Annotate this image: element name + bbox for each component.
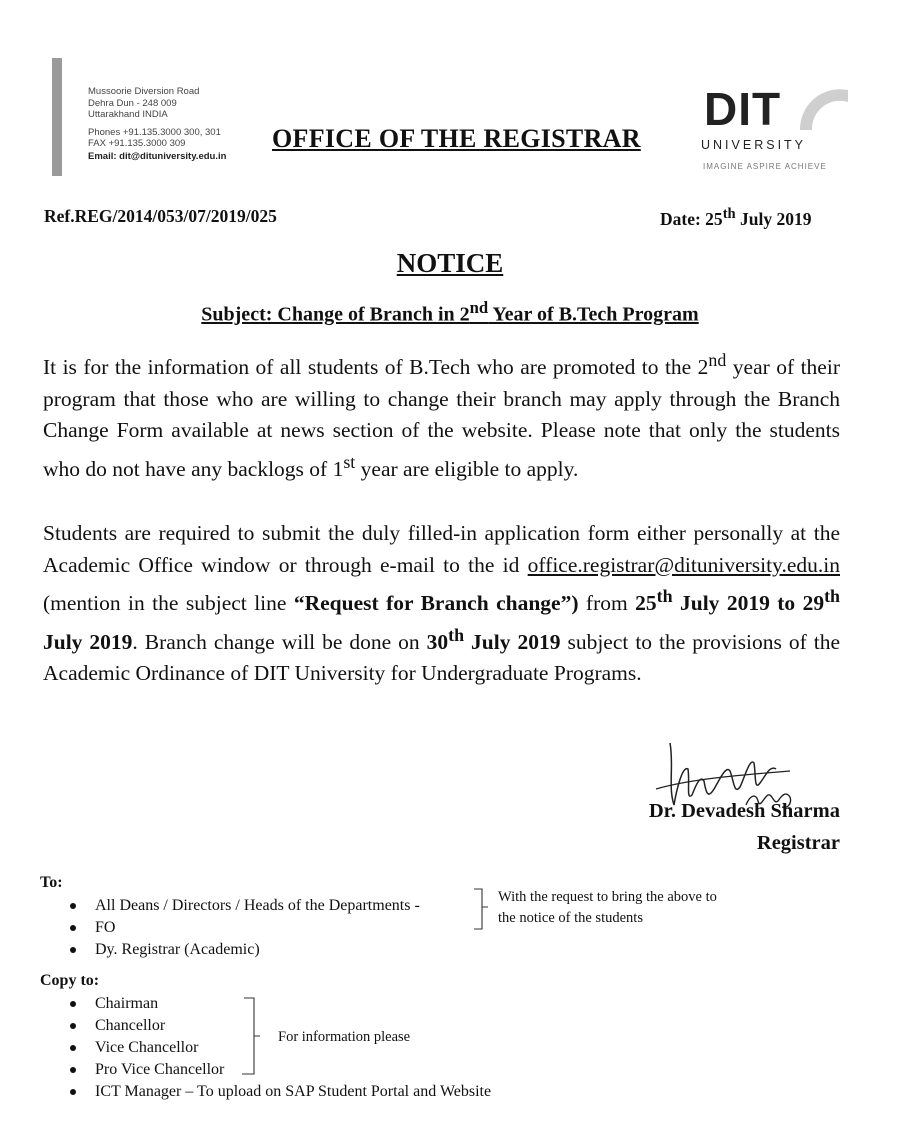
list-item: Pro Vice Chancellor [64, 1059, 491, 1081]
address-line: Dehra Dun - 248 009 [88, 97, 177, 109]
registrar-email-link[interactable]: office.registrar@dituniversity.edu.in [527, 552, 840, 577]
list-item: Chancellor [64, 1015, 491, 1037]
copy-to-bracket [240, 996, 264, 1078]
list-item: Chairman [64, 993, 491, 1015]
logo-name: UNIVERSITY [701, 138, 807, 152]
signatory-name: Dr. Devadesh Sharma [648, 800, 840, 822]
notice-date: Date: 25th July 2019 [660, 206, 812, 229]
address-line: Uttarakhand INDIA [88, 109, 168, 120]
list-item: Vice Chancellor [64, 1037, 491, 1059]
gear-graphic [790, 82, 850, 132]
list-item: ICT Manager – To upload on SAP Student Portal and Website [64, 1081, 491, 1103]
logo-mark: DIT [704, 83, 782, 135]
paragraph-submission: Students are required to submit the duly filled-in application form either personally at the Academic Office window or through e-mail to the id office.registrar@dituniversity.edu.in (mention in the subject line “Request for Branch change”) from 25th July 2019 to 29th July 2019. Branch change will be done on 30th July 2019 subject to the provisions of the Academic Ordinance of DIT University for Undergraduate Programs. [43, 521, 841, 686]
list-item: Dy. Registrar (Academic) [64, 939, 420, 961]
list-item: FO [64, 917, 420, 939]
fax-line: FAX +91.135.3000 309 [88, 138, 186, 149]
logo-tagline: IMAGINE ASPIRE ACHIEVE [703, 162, 827, 171]
to-list [64, 895, 420, 961]
university-logo [690, 83, 850, 178]
phone-line: Phones +91.135.3000 300, 301 [88, 126, 221, 138]
office-title: OFFICE OF THE REGISTRAR [272, 124, 641, 153]
list-item: All Deans / Directors / Heads of the Departments - [64, 895, 420, 917]
notice-subject: Subject: Change of Branch in 2nd Year of B.Tech Program [201, 298, 699, 326]
copy-to-note: For information please [278, 1029, 411, 1045]
paragraph-eligibility: It is for the information of all students of B.Tech who are promoted to the 2nd year of their program that those who are willing to change their branch may apply through the Branch Change Form available at news section of the website. Please note that only the students who do not have any backlogs of 1st year are eligible to apply. [43, 350, 840, 481]
address-line: Mussoorie Diversion Road [88, 86, 200, 97]
to-heading: To: [40, 874, 63, 891]
letterhead-bar [52, 58, 62, 176]
copy-to-heading: Copy to: [40, 972, 100, 989]
to-note: With the request to bring the above to the notice of the students [498, 889, 717, 926]
reference-number: Ref.REG/2014/053/07/2019/025 [44, 206, 277, 226]
email-line: Email: dit@dituniversity.edu.in [88, 150, 227, 162]
notice-title: NOTICE [396, 248, 504, 278]
copy-to-list [64, 993, 491, 1103]
to-bracket [472, 887, 492, 933]
letterhead-address [88, 86, 226, 162]
signatory-title: Registrar [756, 832, 840, 854]
